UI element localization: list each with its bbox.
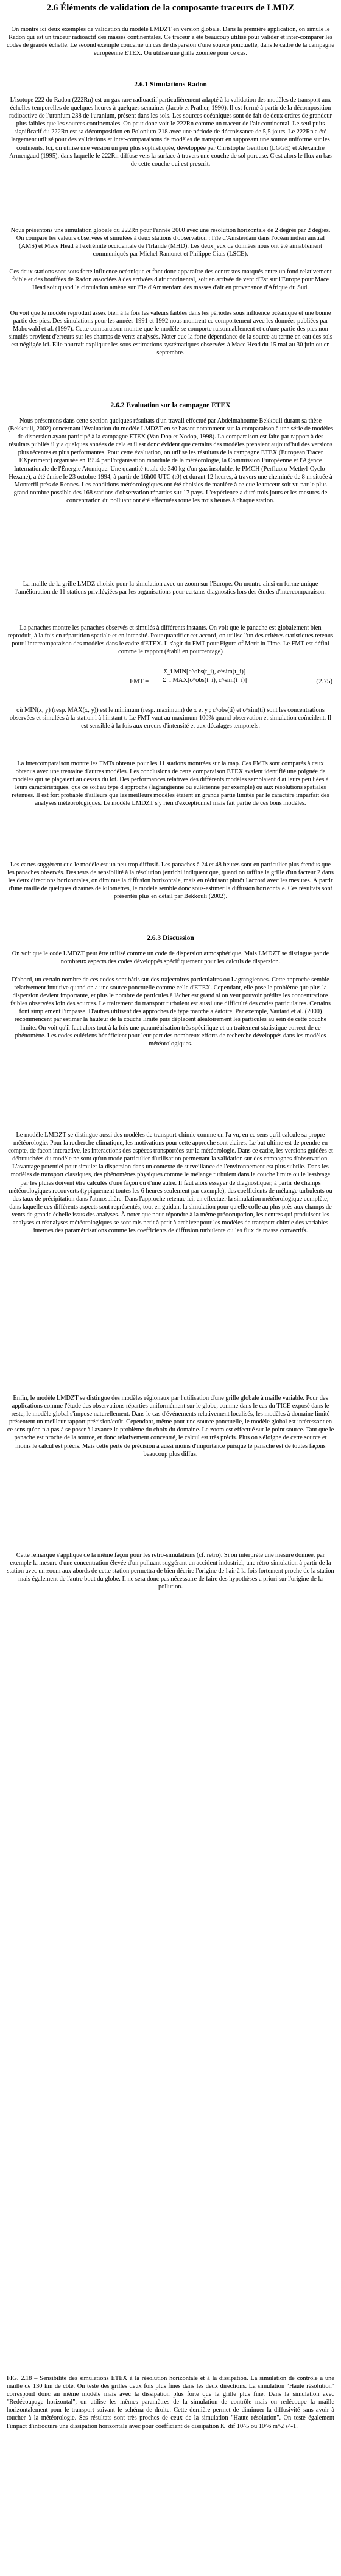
etex-paragraph-4: où MIN(x, y) (resp. MAX(x, y)) est le minimum (resp. maximum) de x et y ; c^obs(ti) et c^sim(ti) sont les concentrations observées et simulées à la station i à l'instant t. Le FMT vaut au maximum 100% quand observation et simulation coïncident. Il est sensible à la fois aux erreurs d'intensité et aux décalages temporels.: [9, 707, 332, 730]
fmt-equation: [7, 669, 334, 703]
subsection-title-radon: 2.6.1 Simulations Radon: [134, 81, 207, 88]
etex-paragraph-6: Les cartes suggèrent que le modèle est un peu trop diffusif. Les panaches à 24 et 48 heures sont en particulier plus étendus que les panaches observés. Des tests de sensibilité à la résolution (enrichi indiquent que, quand on raffine la grille d'un facteur 2 dans les deux directions horizontales, on diminue la diffusion horizontale, mais en réduisant plutôt l'accord avec les mesures. À partir d'une maille de quelques dizaines de kilomètres, le modèle semble donc sous-estimer la diffusion horizontale. Ces résultats sont présentés plus en détail par Bekkouli (2002).: [7, 862, 334, 900]
equation-denominator: Σ_i MAX[c^obs(t_i), c^sim(t_i)]: [162, 677, 247, 684]
radon-paragraph-3: Ces deux stations sont sous forte influence océanique et font donc apparaître des contrastes marqués entre un fond relativement faible et des bouffées de Radon associées à des arrivées d'air continental, soit en arrivée de vent d'Est sur l'Europe pour Mace Head soit quand la circulation amène sur l'île d'Amsterdam des masses d'air en provenance d'Afrique du Sud.: [9, 268, 332, 292]
equation-numerator: Σ_i MIN[c^obs(t_i), c^sim(t_i)]: [159, 669, 250, 676]
etex-paragraph-1: Nous présentons dans cette section quelques résultats d'un travail effectué par Abdelmahoume Bekkouli durant sa thèse (Bekkouli, 2002) concernant l'évaluation du modèle LMDZT en se basant notamment sur la comparaison à une série de modèles de dispersion ayant participé à la campagne ETEX (Van Dop et Nodop, 1998). La comparaison est faite par rapport à des résultats publiés il y a quelques années de cela et il est donc évident que certains des modèles prenaient aujourd'hui des versions plus récentes et plus performantes. Pour cette évaluation, on utilise les résultats de la campagne ETEX (European Tracer EXperiment) organisée en 1994 par l'organisation mondiale de la météorologie, la Commission Européenne et l'Agence Internationale de l'Énergie Atomique. Une quantité totale de 340 kg d'un gaz insoluble, le PMCH (Perfluoro-Methyl-Cyclo-Hexane), a été émise le 23 octobre 1994, à partir de 16h00 UTC (t0) et durant 12 heures, à travers une cheminée de 8 m située à Monterfil près de Rennes. Les conditions météorologiques ont été choisies de manière à ce que le traceur soit vu par le plus grand nombre possible des 168 stations d'observation réparties sur 17 pays. L'expérience a duré trois jours et les mesures de concentration du polluant ont été effectuées toute les trois heures à chaque station.: [7, 418, 334, 504]
figure-area: [12, 2210, 329, 2367]
equation-fraction: [159, 669, 250, 684]
etex-paragraph-5: La intercomparaison montre les FMTs obtenus pour les 11 stations montrées sur la map. Ces FMTs sont comparés à ceux obtenus avec une trentaine d'autres modèles. Les conclusions de cette comparaison ETEX avaient identifié une poignée de modèles qui se plaçaient au dessus du lot. Des performances relatives des différents modèles semblaient d'ailleurs peu liées à leurs caractéristiques, que ce soit au type d'approche (lagrangienne ou eulérienne par exemple) ou aux résolutions spatiales retenues. Il est fort probable d'ailleurs que les meilleurs modèles étaient en grande partie limités par le caractère imparfait des analyses météorologiques. Le modèle LMDZT s'y rien d'exceptionnel mais fait partie de ces bons modèles.: [12, 760, 329, 807]
radon-paragraph-2: Nous présentons une simulation globale du 222Rn pour l'année 2000 avec une résolution horizontale de 2 degrés par 2 degrés. On compare les valeurs observées et simulées à deux stations d'observation : l'île d'Amsterdam dans l'océan indien austral (AMS) et Mace Head à l'extrémité occidentale de l'Irlande (MHD). Les deux jeux de données nous ont été aimablement communiqués par Michel Ramonet et Philippe Ciais (LSCE).: [10, 227, 331, 258]
radon-paragraph-1: L'isotope 222 du Radon (222Rn) est un gaz rare radioactif particulièrement adapté à la validation des modèles de transport aux échelles temporelles de quelques heures à quelques semaines (Jacob et Prather, 1990). Il est formé à partir de la décomposition radioactive de l'uranium 238 de l'uranium, présent dans les sols. Les sources océaniques sont de fait de deux ordres de grandeur plus faibles que les sources continentales. On peut donc voir le 222Rn comme un traceur de l'air continental. Le seul puits significatif du 222Rn est sa décomposition en Polonium-218 avec une période de décroissance de 5,5 jours. Le 222Rn a été largement utilisé pour des validations et inter-comparaisons de modèles de transport en supposant une source uniforme sur les continents. Ici, on utilise une version un peu plus sophistiquée, développée par Christophe Genthon (LGGE) et Alexandre Armengaud (1995), dans laquelle le 222Rn diffuse vers la surface à travers une couche de sol poreuse. C'est alors le flux au bas de cette couche qui est prescrit.: [9, 97, 332, 167]
discussion-paragraph-2: D'abord, un certain nombre de ces codes sont bâtis sur des trajectoires particulaires ou Lagrangiennes. Cette approche semble relativement intuitive quand on a une source ponctuelle comme celle d'ETEX. Cependant, elle pose le problème que plus la dispersion devient importante, et plus le nombre de particules à lâcher est grand si on veut pouvoir prédire les concentrations faibles observées loin des sources. Le traitement du transport turbulent est aussi une difficulté des codes particulaires. Certains font simplement l'impasse. D'autres utilisent des approches de type marche aléatoire. Par exemple, Vautard et al. (2000) recommencent par estimer la hauteur de la couche limite puis déplacent aléatoirement les particules au sein de cette couche limite. On voit qu'il faut alors tout à la fois une paramétrisation très spécifique et un traitement statistique correct de ce phénomène. Les codes eulériens bénéficient pour leur part des nombreux efforts de recherche développés dans les modèles météorologiques.: [10, 977, 331, 1047]
etex-paragraph-3: La panaches montre les panaches observés et simulés à différents instants. On voit que le panache est globalement bien reproduit, à la fois en répartition spatiale et en intensité. Pour quantifier cet accord, on utilise l'un des critères statistiques retenus pour l'intercomparaison des modèles dans le cadre d'ETEX. Il s'agit du FMT pour Figure of Merit in Time. Le FMT est défini comme le rapport (établi en pourcentage): [7, 625, 334, 656]
discussion-paragraph-1: On voit que le code LMDZT peut être utilisé comme un code de dispersion atmosphérique. Mais LMDZT se distingue par de nombreux aspects des codes développés spécifiquement pour les calculs de dispersion.: [12, 950, 329, 966]
discussion-paragraph-3: Le modèle LMDZT se distingue aussi des modèles de transport-chimie comme on l'a vu, en ce sens qu'il calcule sa propre météorologie. Pour la recherche climatique, les motivations pour cette approche sont claires. Le but ultime est de prendre en compte, de façon interactive, les interactions des espèces transportées sur la météorologie. Dans ce cadre, les versions guidées et débrauchées du modèle ne sont qu'un mode particulier d'utilisation permettant la validation sur des campagnes d'observation. L'avantage potentiel pour simuler la dispersion dans un contexte de surveillance de l'environnement est plus subtile. Dans les modèles de transport classiques, des phénomènes physiques comme le mélange turbulent dans la couche limite ou le lessivage par les pluies doivent être calculés d'une façon ou d'une autre. Il faut alors essayer de diagnostiquer, à partir de champs météorologiques recouverts (typiquement toutes les 6 heures seulement par exemple), des coefficients de mélange turbulents ou des taux de précipitation dans l'atmosphère. Dans l'approche retenue ici, en effectuer la simulation météorologique complète, dans laquelle ces différents aspects sont représentés, tout en guidant la simulation pour qu'elle colle au plus près aux champs de vents de grande échelle issus des analyses. À noter que pour répondre à la même préoccupation, les centres qui produisent les analyses et réanalyses météorologiques se sont mis petit à petit à archiver pour les modèles de transport-chimie des variables internes des paramétrisations comme les coefficients de diffusion turbulente ou les flux de masse convectifs.: [8, 1132, 333, 1235]
discussion-paragraph-5: Cette remarque s'applique de la même façon pour les retro-simulations (cf. retro). Si on interprète une mesure donnée, par exemple la mesure d'une concentration élevée d'un polluant suggérant un accident industriel, une rétro-simulation à partir de la station avec un zoom aux abords de cette station permettra de bien décrire l'origine de l'air à la fois fortement proche de la station mais également de l'autre bout du globe. Il ne sera donc pas nécessaire de faire des hypothèses a priori sur l'origine de la pollution.: [7, 1552, 334, 1591]
subsection-title-discussion: 2.6.3 Discussion: [147, 935, 194, 942]
discussion-paragraph-4: Enfin, le modèle LMDZT se distingue des modèles régionaux par l'utilisation d'une grille globale à maille variable. Pour des applications comme l'étude des observations réparties uniformément sur le globe, comme dans le cas du TICE exposé dans le reste, le modèle global s'impose naturellement. Dans le cas d'événements relativement localisés, les modèles à domaine limité présentent un meilleur rapport précision/coût. Cependant, même pour une source ponctuelle, le modèle global est intéressant en ce sens qu'on n'a pas à se poser à l'avance le problème du choix du domaine. Le zoom est effectué sur le point source. Tant que le panache est proche de la source, et donc relativement concentré, le calcul est très précis. Plus on s'éloigne de cette source et moins le calcul est précis. Mais cette perte de précision a aussi moins d'importance puisque le panache est de toutes façons beaucoup plus diffus.: [7, 1395, 334, 1458]
radon-paragraph-4: On voit que le modèle reproduit assez bien à la fois les valeurs faibles dans les périodes sous influence océanique et une bonne partie des pics. Des simulations pour les années 1991 et 1992 nous montrent ce comportement avec les données publiées par Mahowald et al. (1997). Cette comparaison montre que le modèle se comporte raisonnablement et qu'une partie des pics non simulés provient d'erreurs sur les champs de vents analysés. Noter que la forte dépendance de la source au terme en eau des sols est négligée ici. Elle pourrait expliquer les sous-estimations systématiques observées à Mace Head du 15 mai au 30 juin ou en septembre.: [9, 310, 332, 357]
equation-number: (2.75): [316, 678, 332, 685]
intro-paragraph: On montre ici deux exemples de validation du modèle LMDZT en version globale. Dans la première application, on simule le Radon qui est un traceur radioactif des masses continentales. Ce traceur a été beaucoup utilisé pour valider et inter-comparer les codes de grande échelle. Le second exemple concerne un cas de dispersion d'une source ponctuelle, dans le cadre de la campagne européenne ETEX. On utilise une grille zoomée pour ce cas.: [7, 26, 334, 57]
subsection-title-etex: 2.6.2 Evaluation sur la campagne ETEX: [110, 402, 231, 409]
etex-paragraph-2: La maille de la grille LMDZ choisie pour la simulation avec un zoom sur l'Europe. On montre ainsi en forme unique l'amélioration de 11 stations privilégiées par les organisations pour certains diagnostics lors des études d'intercomparaison.: [15, 581, 326, 596]
section-title: 2.6 Éléments de validation de la composante traceurs de LMDZ: [46, 3, 295, 13]
figure-caption: FIG. 2.18 – Sensibilité des simulations ETEX à la résolution horizontale et à la dissipation. La simulation de contrôle a une maille de 130 km de côté. On teste des grilles deux fois plus fines dans les deux directions. La simulation "Haute résolution" correspond donc au même modèle mais avec la dissipation plus forte que la grille plus fine. Dans la simulation avec "Redécoupage horizontal", on utilise les mêmes paramètres de la simulation de contrôle mais on redécoupe la maille horizontalement pour le transport suivant le schéma de droite. Cette dernière permet de diminuer la diffusivité sans avoir à toucher à la météorologie. Ses résultats sont très proches de ceux de la simulation "Haute résolution". On teste également l'impact d'introduire une dissipation horizontale avec pour coefficient de dissipation K_dif 10^5 ou 10^6 m^2 s^-1.: [7, 2375, 334, 2430]
equation-lhs: FMT =: [130, 678, 149, 685]
